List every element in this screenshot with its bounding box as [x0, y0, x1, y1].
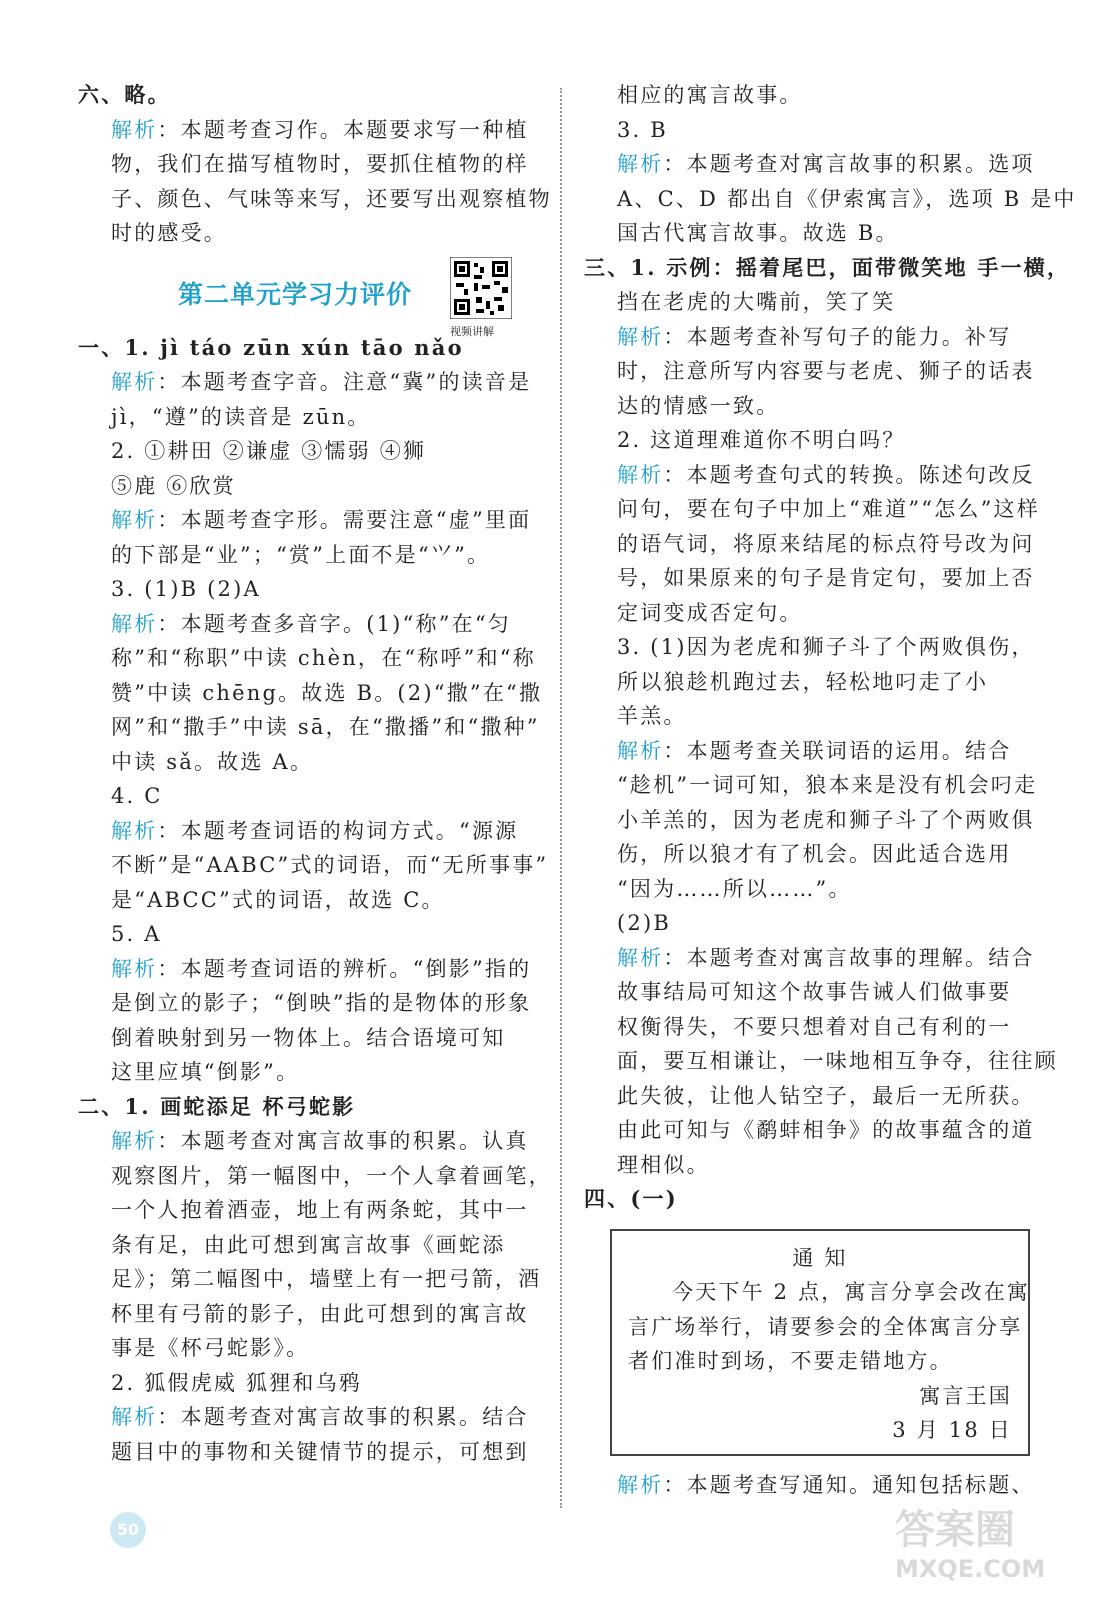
- answer-line: 3. (1)因为老虎和狮子斗了个两败俱伤，: [617, 635, 1035, 659]
- answer-line: 一、1. jì táo zūn xún tāo nǎo: [78, 334, 464, 360]
- analysis-label: 解析: [617, 1472, 664, 1497]
- notice-date: 3 月 18 日: [892, 1418, 1012, 1442]
- analysis-line: 解析：本题考查对寓言故事的积累。结合: [111, 1405, 529, 1429]
- text-line: 权衡得失，不要只想着对自己有利的一: [617, 1014, 1012, 1039]
- notice-line: 今天下午 2 点，寓言分享会改在寓: [672, 1280, 1031, 1304]
- analysis-label: 解析: [111, 508, 158, 532]
- qr-caption: 视频讲解: [450, 324, 494, 338]
- analysis-line: 解析：本题考查对寓言故事的积累。认真: [111, 1129, 529, 1153]
- text-line: 题目中的事物和关键情节的提示，可想到: [111, 1439, 529, 1464]
- notice-title: 通 知: [792, 1245, 848, 1270]
- text-line: 故事结局可知这个故事告诫人们做事要: [617, 980, 1012, 1004]
- answer-line: 四、(一): [584, 1186, 678, 1211]
- analysis-line: 解析：本题考查句式的转换。陈述句改反: [617, 462, 1035, 487]
- analysis-label: 解析: [617, 462, 664, 487]
- column-divider: [560, 88, 562, 1508]
- text-line: 观察图片，第一幅图中，一个人拿着画笔，: [111, 1163, 552, 1188]
- text-line: 不断”是“AABC”式的词语，而“无所事事”: [111, 853, 549, 877]
- answer-line: 二、1. 画蛇添足 杯弓蛇影: [78, 1093, 356, 1119]
- watermark-top: 答案圈: [895, 1507, 1015, 1553]
- text-line: “因为……所以……”。: [617, 876, 852, 901]
- text-line: jì，“遵”的读音是 zūn。: [111, 404, 371, 429]
- text-line: 小羊羔的，因为老虎和狮子斗了个两败俱: [617, 807, 1035, 832]
- text-line: 一个人抱着酒壶，地上有两条蛇，其中一: [111, 1198, 529, 1222]
- analysis-line: 解析：本题考查对寓言故事的理解。结合: [617, 945, 1035, 970]
- analysis-label: 解析: [111, 956, 158, 981]
- text-line: 中读 sǎ。故选 A。: [111, 749, 314, 774]
- text-line: 是倒立的影子；“倒映”指的是物体的形象: [111, 991, 532, 1015]
- text-line: 国古代寓言故事。故选 B。: [617, 221, 899, 245]
- notice-box: [610, 1229, 1030, 1456]
- text-line: 伤，所以狼才有了机会。因此适合选用: [617, 842, 1012, 866]
- text-line: 问句，要在句子中加上“难道”“怎么”这样: [617, 497, 1040, 521]
- text-line: 赞”中读 chēng。故选 B。(2)“撒”在“撒: [111, 680, 543, 705]
- analysis-label: 解析: [111, 611, 158, 636]
- answer-line: 挡在老虎的大嘴前，笑了笑: [617, 290, 896, 314]
- answer-line: 5. A: [111, 922, 162, 946]
- answer-line: 4. C: [111, 784, 163, 808]
- answer-line: 所以狼趁机跑过去，轻松地叼走了小: [617, 669, 989, 694]
- text-line: 由此可知与《鹬蚌相争》的故事蕴含的道: [617, 1118, 1035, 1142]
- text-line: 倒着映射到另一物体上。结合语境可知: [111, 1025, 506, 1050]
- text-line: 号，如果原来的句子是肯定句，要加上否: [617, 566, 1035, 590]
- analysis-line: 解析：本题考查字音。注意“冀”的读音是: [111, 370, 532, 394]
- analysis-line: 解析：本题考查字形。需要注意“虚”里面: [111, 508, 532, 532]
- analysis-line: 解析：本题考查词语的构词方式。“源源: [111, 818, 519, 843]
- text-line: 此失彼，让他人钻空子，最后一无所获。: [617, 1083, 1035, 1108]
- section-heading: [78, 251, 540, 338]
- notice-signature: 寓言王国: [919, 1383, 1012, 1408]
- answer-line: 3. (1)B (2)A: [111, 577, 261, 601]
- answer-line: 2. ①耕田 ②谦虚 ③懦弱 ④狮: [111, 439, 427, 463]
- analysis-label: 解析: [111, 1129, 158, 1153]
- answer-line: 三、1. 示例：摇着尾巴，面带微笑地 手一横，: [584, 254, 1071, 280]
- text-line: A、C、D 都出自《伊索寓言》，选项 B 是中: [617, 186, 1077, 211]
- text-line: 理相似。: [617, 1152, 710, 1177]
- analysis-line: 解析：本题考查词语的辨析。“倒影”指的: [111, 956, 532, 981]
- analysis-line: 解析：本题考查对寓言故事的积累。选项: [617, 152, 1035, 176]
- section-title: 第二单元学习力评价: [178, 279, 413, 309]
- analysis-label: 解析: [111, 117, 158, 142]
- text-line: “趁机”一词可知，狼本来是没有机会叼走: [617, 773, 1038, 797]
- answer-line: (2)B: [617, 911, 671, 935]
- analysis-line: 解析：本题考查习作。本题要求写一种植: [111, 117, 529, 142]
- text-line: 子、颜色、气味等来写，还要写出观察植物: [111, 186, 552, 211]
- notice-line: 者们准时到场，不要走错地方。: [628, 1349, 953, 1373]
- text-line: 时，注意所写内容要与老虎、狮子的话表: [617, 359, 1035, 383]
- answer-line: ⑤鹿 ⑥欣赏: [111, 473, 236, 498]
- answer-line: 羊羔。: [617, 704, 687, 728]
- analysis-line: 解析：本题考查多音字。(1)“称”在“匀: [111, 611, 511, 636]
- analysis-label: 解析: [617, 152, 664, 176]
- text-line: 这里应填“倒影”。: [111, 1060, 300, 1084]
- text-line: 达的情感一致。: [617, 393, 780, 418]
- watermark: [895, 1498, 1065, 1598]
- text-line: 的语气词，将原来结尾的标点符号改为问: [617, 531, 1035, 556]
- text-line: 足》；第二幅图中，墙壁上有一把弓箭，酒: [111, 1267, 542, 1291]
- text-line: 杯里有弓箭的影子，由此可想到的寓言故: [111, 1301, 529, 1326]
- analysis-line: 解析：本题考查写通知。通知包括标题、: [617, 1472, 1035, 1497]
- text-line: 称”和“称职”中读 chèn，在“称呼”和“称: [111, 646, 536, 670]
- analysis-label: 解析: [111, 818, 158, 843]
- text-line: 网”和“撒手”中读 sā，在“撒播”和“撒种”: [111, 715, 540, 739]
- answer-line: 3. B: [617, 117, 668, 142]
- qr-code-icon[interactable]: [450, 257, 512, 319]
- watermark-bottom: MXQE.COM: [895, 1555, 1046, 1583]
- right-column: [584, 78, 1077, 1502]
- answer-line: 2. 这道理难道你不明白吗？: [617, 428, 906, 452]
- text-line: 时的感受。: [111, 221, 227, 245]
- text-line: 条有足，由此可想到寓言故事《画蛇添: [111, 1232, 506, 1257]
- page-number: 50: [110, 1512, 146, 1548]
- analysis-line: 解析：本题考查补写句子的能力。补写: [617, 324, 1012, 349]
- analysis-label: 解析: [617, 945, 664, 970]
- text-line: 物，我们在描写植物时，要抓住植物的样: [111, 152, 529, 176]
- analysis-line: 解析：本题考查关联词语的运用。结合: [617, 738, 1012, 763]
- text-line: 事是《杯弓蛇影》。: [111, 1336, 310, 1360]
- notice-line: 言广场举行，请要参会的全体寓言分享: [628, 1314, 1023, 1339]
- text-line: 定词变成否定句。: [617, 600, 803, 625]
- text-line: 六、略。: [78, 82, 171, 107]
- left-column: [78, 78, 552, 1469]
- analysis-label: 解析: [617, 738, 664, 763]
- text-line: 的下部是“业”；“赏”上面不是“⺍”。: [111, 542, 491, 567]
- text-line: 是“ABCC”式的词语，故选 C。: [111, 887, 445, 912]
- answer-line: 2. 狐假虎威 狐狸和乌鸦: [111, 1370, 362, 1395]
- analysis-label: 解析: [111, 1405, 158, 1429]
- analysis-label: 解析: [617, 324, 664, 349]
- analysis-label: 解析: [111, 370, 158, 394]
- text-line: 相应的寓言故事。: [617, 83, 803, 107]
- text-line: 面，要互相谦让，一味地相互争夺，往往顾: [617, 1049, 1058, 1073]
